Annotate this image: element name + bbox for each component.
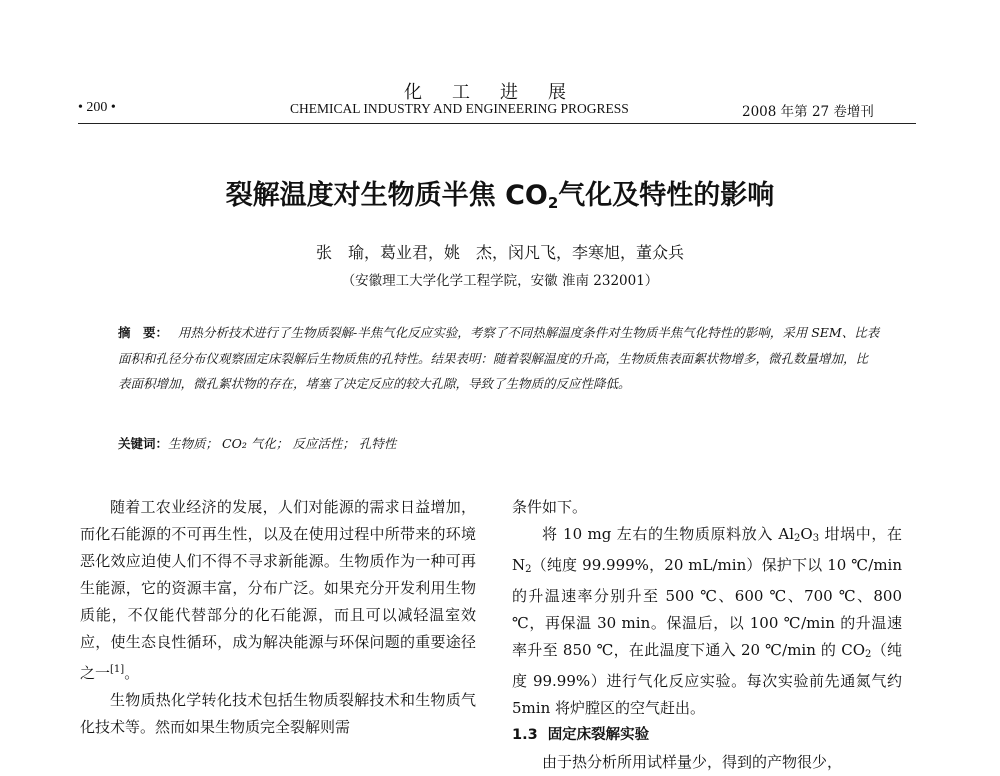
keyword: 孔特性 [358, 436, 397, 451]
abstract-text: 用热分析技术进行了生物质裂解-半焦气化反应实验，考察了不同热解温度条件对生物质半焦气化特性的影响，采用 SEM、比表面积和孔径分布仪观察固定床裂解后生物质焦的孔特性。结果表明：随着裂解温度的升高，生物质焦表面絮状物增多，微孔数量增加，比表面积增加，微孔絮状物的存在，堵塞了决定反应的较大孔隙，导致了生物质的反应性降低。 [118, 325, 880, 391]
paper-title: 裂解温度对生物质半焦 $CO_2$气化及特性的影响 [225, 180, 775, 212]
journal-chinese-title: 化工进展 [404, 82, 596, 103]
keywords-label: 关键词： [118, 436, 169, 451]
volume-info: 2008 年第 27 卷增刊 [742, 104, 874, 120]
paragraph: 生物质热化学转化技术包括生物质裂解技术和生物质气化技术等。然而如果生物质完全裂解则需 [80, 691, 476, 736]
paragraph: 由于热分析所用试样量少，得到的产物很少， [542, 753, 843, 771]
author-list: 张 瑜，葛业君，姚 杰，闵凡飞，李寒旭，董众兵 [315, 243, 684, 262]
abstract-label: 摘 要： [118, 325, 169, 340]
page-number: • 200 • [78, 100, 116, 115]
paragraph: 将 10 mg 左右的生物质原料放入 $Al_2O_3$ 坩埚中，在 $N_2$（纯度 99.999%，20 mL/min）保护下以 10 ℃/min 的升温速率分别升至 500 ℃、600 ℃、700 ℃、800 ℃，再保温 30 min。保温后，以 100 ℃/min 的升温速率升至 850 ℃，在此温度下通入 20 ℃/min 的 $CO_2$（纯度 99.99%）进行气化反应实验。每次实验前先通氮气约 5min 将炉膛区的空气赶出。 [512, 525, 902, 717]
abstract [118, 320, 880, 397]
keyword: 反应活性； [292, 436, 355, 451]
body-left-column [80, 494, 476, 741]
header-rule [78, 123, 916, 124]
keywords [118, 434, 880, 452]
affiliation: （安徽理工大学化学工程学院，安徽 淮南 232001） [341, 273, 659, 289]
section-heading: 1.3 固定床裂解实验 [512, 727, 650, 743]
keyword: 生物质； [168, 436, 219, 451]
keyword: CO₂ 气化； [222, 436, 289, 451]
paragraph: 条件如下。 [512, 498, 588, 516]
paragraph: 随着工农业经济的发展，人们对能源的需求日益增加，而化石能源的不可再生性，以及在使用过程中所带来的环境恶化效应迫使人们不得不寻求新能源。生物质作为一种可再生能源，它的资源丰富，分布广泛。如果充分开发利用生物质能，不仅能代替部分的化石能源，而且可以减轻温室效应，使生态良性循环，成为解决能源与环保问题的重要途径之一[1]。 [80, 498, 476, 682]
body-right-column [512, 494, 902, 776]
citation: [1] [110, 664, 125, 675]
journal-english-title: CHEMICAL INDUSTRY AND ENGINEERING PROGRESS [290, 101, 629, 116]
